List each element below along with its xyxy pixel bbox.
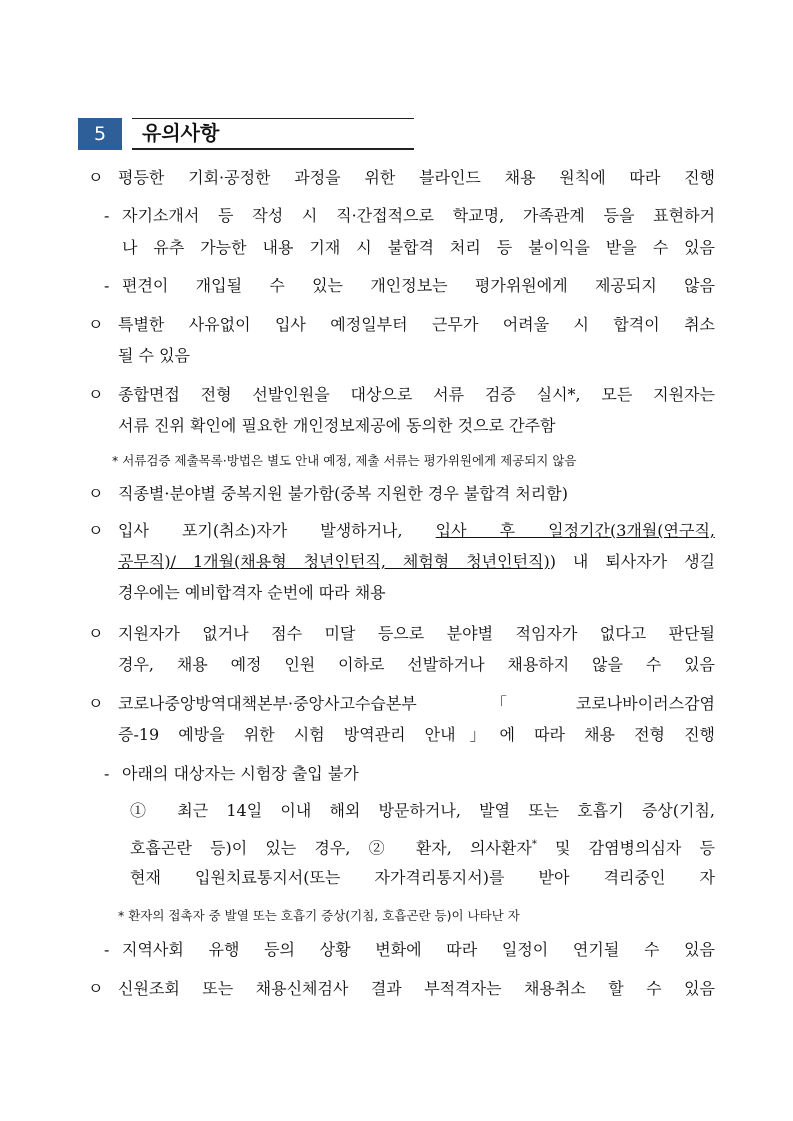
bullet-circle: ㅇ xyxy=(88,694,104,713)
item-7-sub-1-detail-cont-2: 현재 입원치료통지서(또는 자가격리통지서)를 받아 격리중인 자 xyxy=(130,868,715,887)
item-7-sub-1-detail-cont: 호흡곤란 등)이 있는 경우, ② 환자, 의사환자* 및 감염병의심자 등 xyxy=(130,838,715,858)
bullet-circle: ㅇ xyxy=(88,168,104,187)
item-6: 지원자가 없거나 점수 미달 등으로 분야별 적임자가 없다고 판단될 xyxy=(118,624,715,643)
bullet-circle: ㅇ xyxy=(88,521,104,540)
item-6-cont: 경우, 채용 예정 인원 이하로 선발하거나 채용하지 않을 수 있음 xyxy=(118,655,715,674)
asterisk-marker: * xyxy=(112,453,119,468)
section-header xyxy=(78,118,404,152)
item-7: 코로나중앙방역대책본부·중앙사고수습본부 「코로나바이러스감염 xyxy=(118,694,715,713)
item-7-note: * 환자의 접촉자 중 발열 또는 호흡기 증상(기침, 호흡곤란 등)이 나타난 자 xyxy=(118,908,520,923)
bullet-dash: - xyxy=(104,276,110,295)
item-5-cont-2: 경우에는 예비합격자 순번에 따라 채용 xyxy=(118,583,386,602)
item-3-cont: 서류 진위 확인에 필요한 개인정보제공에 동의한 것으로 간주함 xyxy=(118,416,556,435)
item-7-cont: 증-19 예방을 위한 시험 방역관리 안내」에 따라 채용 전형 진행 xyxy=(118,725,715,744)
item-2-cont: 될 수 있음 xyxy=(118,346,190,365)
item-8: 신원조회 또는 채용신체검사 결과 부적격자는 채용취소 할 수 있음 xyxy=(118,979,715,998)
item-1-sub-1: 자기소개서 등 작성 시 직·간접적으로 학교명, 가족관계 등을 표현하거 xyxy=(122,206,715,225)
bullet-circle: ㅇ xyxy=(88,385,104,404)
bullet-dash: - xyxy=(104,764,110,783)
asterisk-marker: * xyxy=(531,839,537,850)
item-2: 특별한 사유없이 입사 예정일부터 근무가 어려울 시 합격이 취소 xyxy=(118,315,715,334)
bullet-circle: ㅇ xyxy=(88,484,104,503)
item-1-sub-1-cont: 나 유추 가능한 내용 기재 시 불합격 처리 등 불이익을 받을 수 있음 xyxy=(122,238,715,257)
item-7-sub-1-detail: ① 최근 14일 이내 해외 방문하거나, 발열 또는 호흡기 증상(기침, xyxy=(130,801,715,820)
bullet-circle: ㅇ xyxy=(88,979,104,998)
asterisk-marker: * xyxy=(118,908,125,923)
item-5: 입사 포기(취소)자가 발생하거나, 입사 후 일정기간(3개월(연구직, xyxy=(118,521,715,540)
bullet-circle: ㅇ xyxy=(88,624,104,643)
bullet-circle: ㅇ xyxy=(88,315,104,334)
underlined-text: 입사 후 일정기간(3개월(연구직, xyxy=(435,521,715,540)
item-7-sub-1: 아래의 대상자는 시험장 출입 불가 xyxy=(122,764,359,783)
section-number: 5 xyxy=(78,118,122,150)
item-1: 평등한 기회·공정한 과정을 위한 블라인드 채용 원칙에 따라 진행 xyxy=(118,168,715,187)
item-4: 직종별·분야별 중복지원 불가함(중복 지원한 경우 불합격 처리함) xyxy=(118,484,568,503)
bullet-dash: - xyxy=(104,940,110,959)
item-3: 종합면접 전형 선발인원을 대상으로 서류 검증 실시*, 모든 지원자는 xyxy=(118,385,715,404)
item-1-sub-2: 편견이 개입될 수 있는 개인정보는 평가위원에게 제공되지 않음 xyxy=(122,276,715,295)
bullet-dash: - xyxy=(104,206,110,225)
section-title: 유의사항 xyxy=(132,118,414,150)
item-5-cont: 공무직)/ 1개월(채용형 청년인턴직, 체험형 청년인턴직)) 내 퇴사자가 생길 xyxy=(118,552,715,571)
underlined-text: 공무직)/ 1개월(채용형 청년인턴직, 체험형 청년인턴직) xyxy=(118,552,550,571)
item-3-note: * 서류검증 제출목록·방법은 별도 안내 예정, 제출 서류는 평가위원에게 제공되지 않음 xyxy=(112,453,577,468)
item-7-sub-2: 지역사회 유행 등의 상황 변화에 따라 일정이 연기될 수 있음 xyxy=(122,940,715,959)
